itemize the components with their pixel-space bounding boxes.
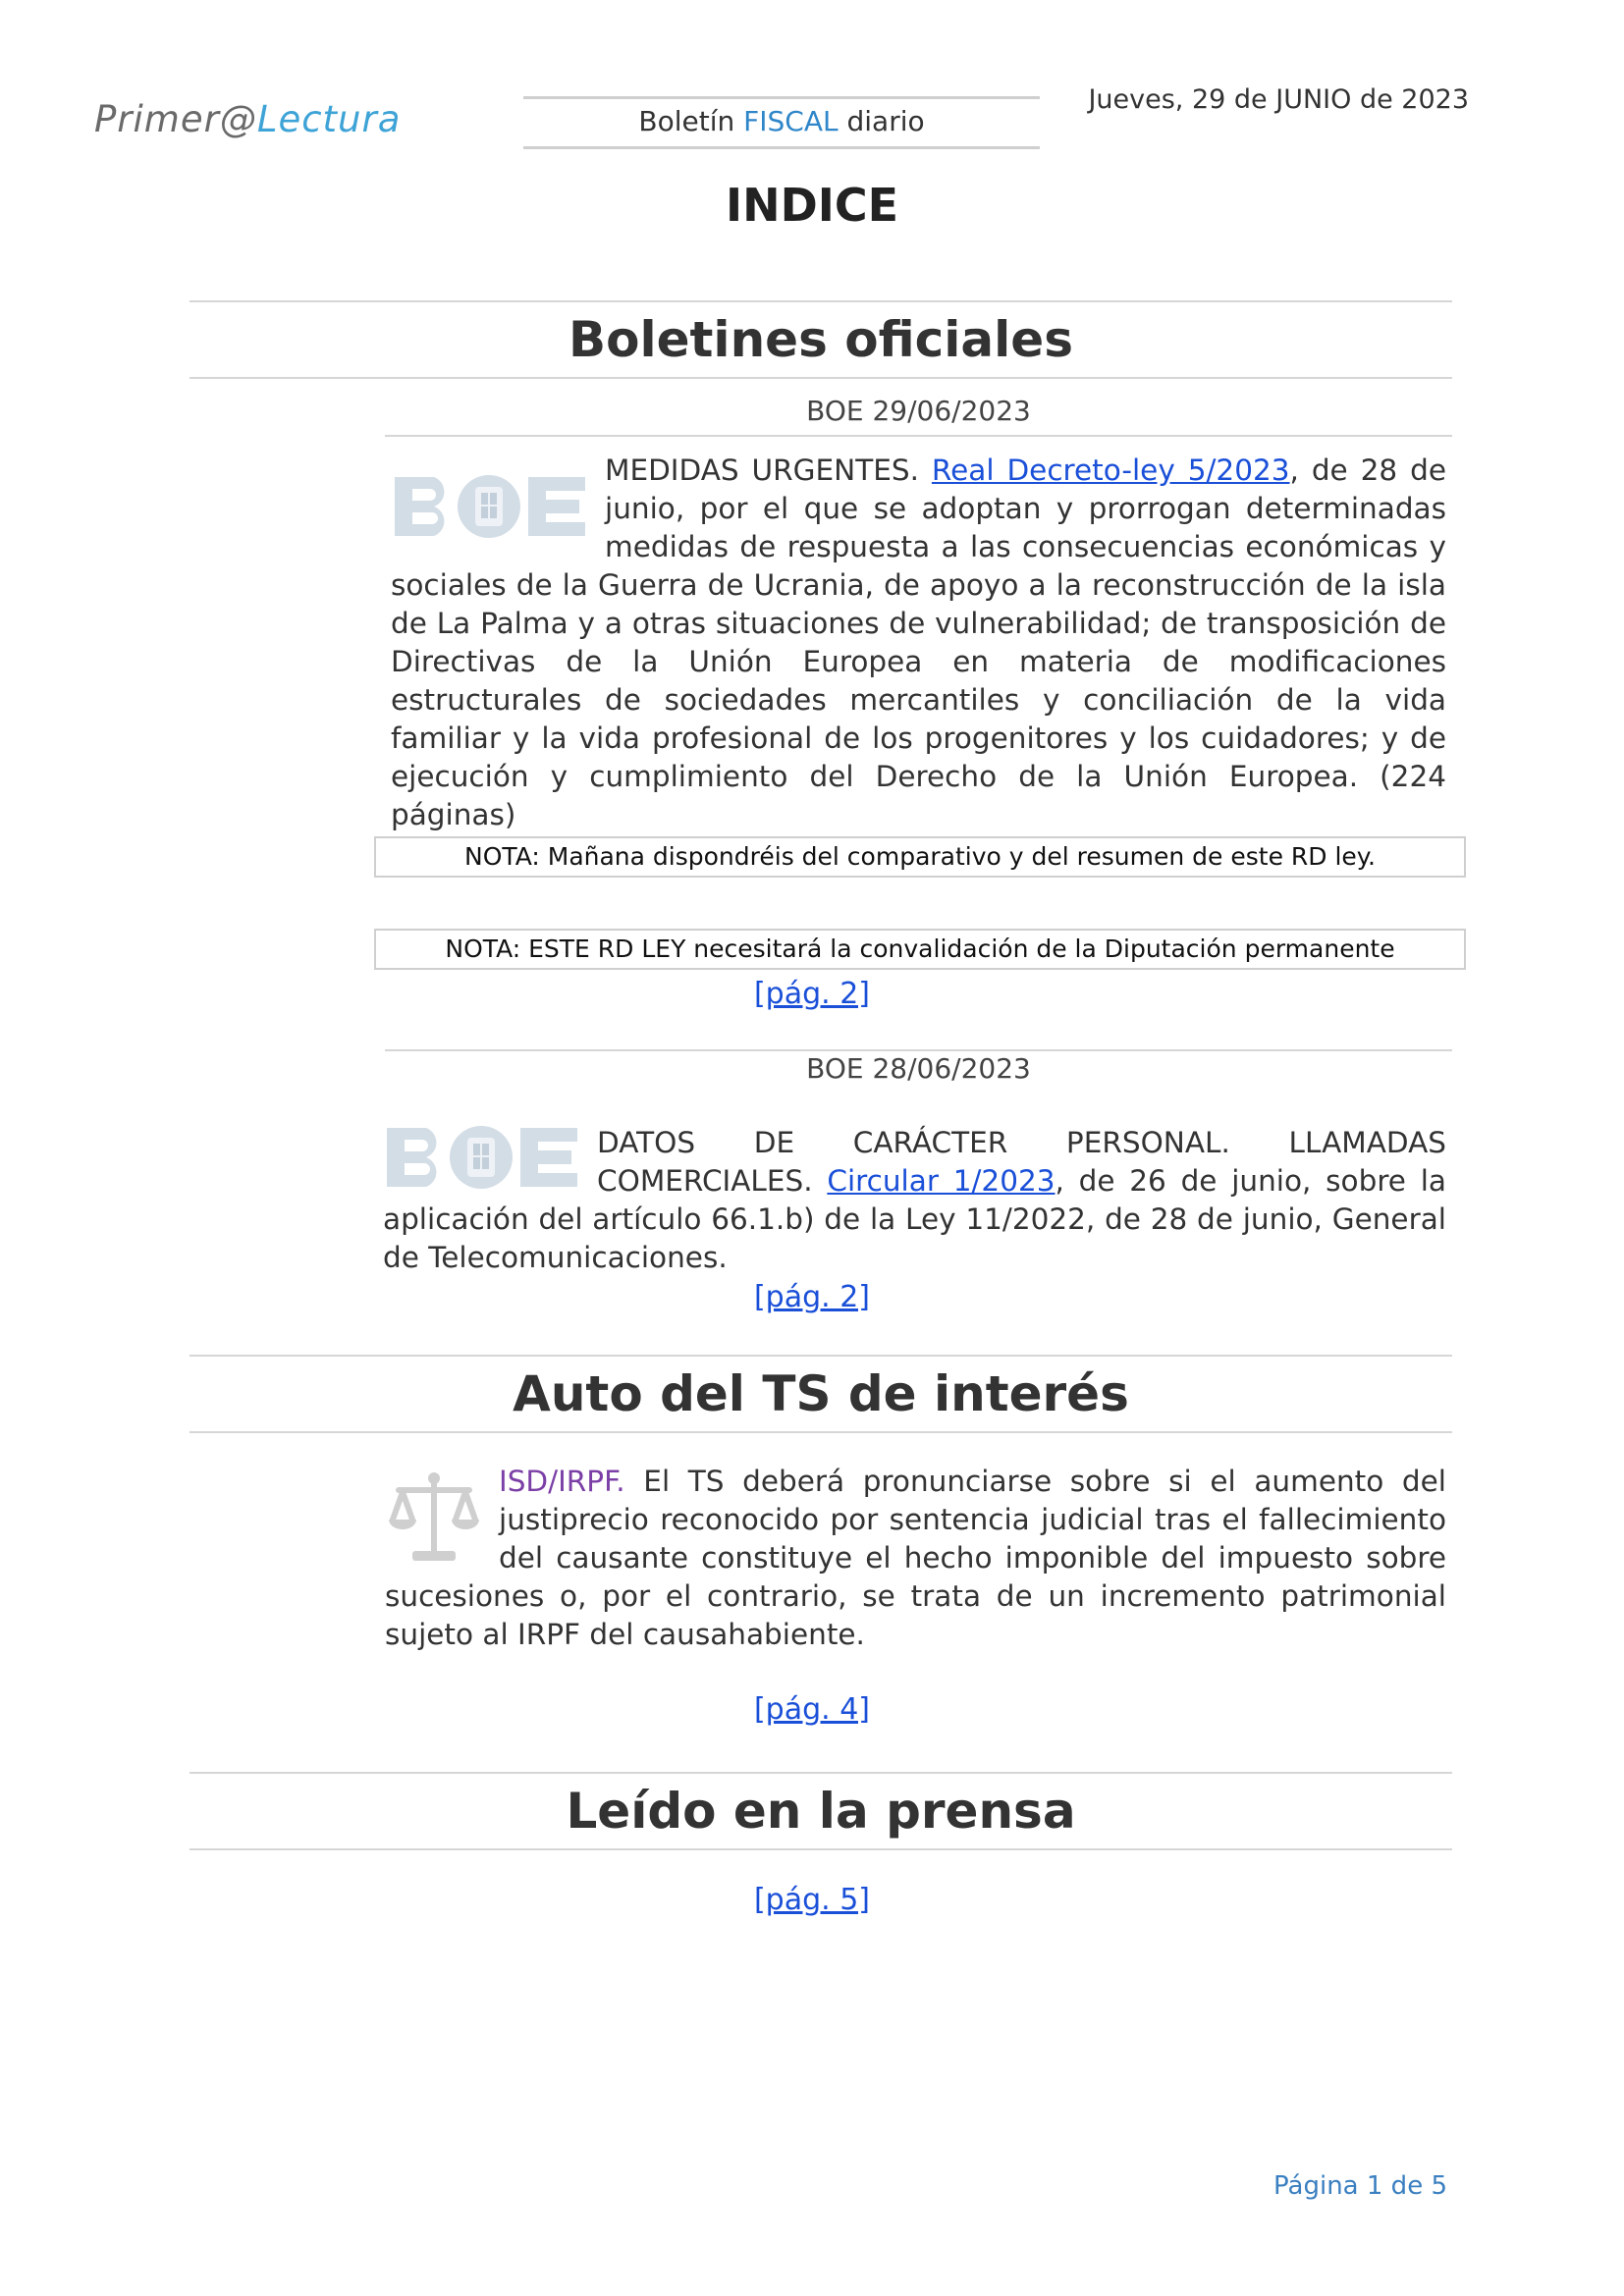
entry-text: El TS deberá pronunciarse sobre si el aumento del justiprecio reconocido por sentencia judicial tras el fallecimiento del causante constituye el hecho imponible del impuesto sobre sucesiones o, por el contrario, se trata de un incremento patrimonial sujeto al IRPF del causahabiente. <box>385 1465 1446 1651</box>
page-link[interactable]: [pág. 2] <box>753 1280 871 1314</box>
issue-date: Jueves, 29 de JUNIO de 2023 <box>1088 84 1469 115</box>
boe-date-2: BOE 28/06/2023 <box>806 1052 1031 1085</box>
entry-lead: DATOS DE CARÁCTER PERSONAL. LLAMADAS COMERCIALES. <box>597 1126 1446 1198</box>
section-heading-prensa: Leído en la prensa <box>189 1772 1452 1850</box>
page-link-row-2 <box>0 1280 1624 1314</box>
bulletin-accent: FISCAL <box>743 105 839 137</box>
section-heading-auto-ts: Auto del TS de interés <box>189 1355 1452 1433</box>
page-link[interactable]: [pág. 5] <box>753 1883 871 1917</box>
entry-boe-circular-1-2023 <box>383 1124 1446 1277</box>
page-link-row-1 <box>0 977 1624 1011</box>
logo-part-2: Lectura <box>256 98 402 140</box>
boe-date-1: BOE 29/06/2023 <box>806 395 1031 427</box>
entry-text: , de 28 de junio, por el que se adoptan y prorrogan determinadas medidas de respuesta a las consecuencias económicas y sociales de la Guerra de Ucrania, de apoyo a la reconstrucción de la isla de La Palma y a otras situaciones de vulnerabilidad; de transposición de Directivas de la Unión Europea en materia de modificaciones estructurales de sociedades mercantiles y conciliación de la vida familiar y la vida profesional de los progenitores y los cuidadores; y de ejecución y cumplimiento del Derecho de la Unión Europea. (224 páginas) <box>391 454 1446 831</box>
page-link-row-3 <box>0 1692 1624 1727</box>
entry-auto-ts <box>385 1463 1446 1654</box>
page-number: Página 1 de 5 <box>1273 2171 1447 2201</box>
page-link[interactable]: [pág. 2] <box>753 977 871 1011</box>
circular-link[interactable]: Circular 1/2023 <box>827 1164 1056 1198</box>
note-box-1: NOTA: Mañana dispondréis del comparativo y del resumen de este RD ley. <box>374 836 1466 878</box>
bulletin-title <box>523 96 1040 149</box>
entry-boe-rdl-5-2023 <box>391 452 1446 834</box>
bulletin-prefix: Boletín <box>638 105 744 137</box>
entry-text: , de 26 de junio, sobre la aplicación del artículo 66.1.b) de la Ley 11/2022, de 28 de junio, General de Telecomunicaciones. <box>383 1164 1446 1274</box>
page-link[interactable]: [pág. 4] <box>753 1692 871 1727</box>
scale-of-justice-icon <box>385 1468 483 1567</box>
divider <box>385 435 1452 437</box>
index-title: INDICE <box>725 179 899 232</box>
entry-lead: ISD/IRPF. <box>499 1465 625 1498</box>
boe-logo-icon <box>383 1122 581 1193</box>
page-link-row-4 <box>0 1883 1624 1917</box>
brand-logo <box>94 98 401 140</box>
section-heading-boletines: Boletines oficiales <box>189 300 1452 379</box>
divider <box>385 1049 1452 1051</box>
bulletin-suffix: diario <box>838 105 925 137</box>
rdl-link[interactable]: Real Decreto-ley 5/2023 <box>931 454 1290 487</box>
entry-lead: MEDIDAS URGENTES. <box>605 454 932 487</box>
boe-logo-icon <box>391 471 589 542</box>
note-box-2: NOTA: ESTE RD LEY necesitará la convalidación de la Diputación permanente <box>374 929 1466 970</box>
logo-part-1: Primer@ <box>94 98 257 140</box>
